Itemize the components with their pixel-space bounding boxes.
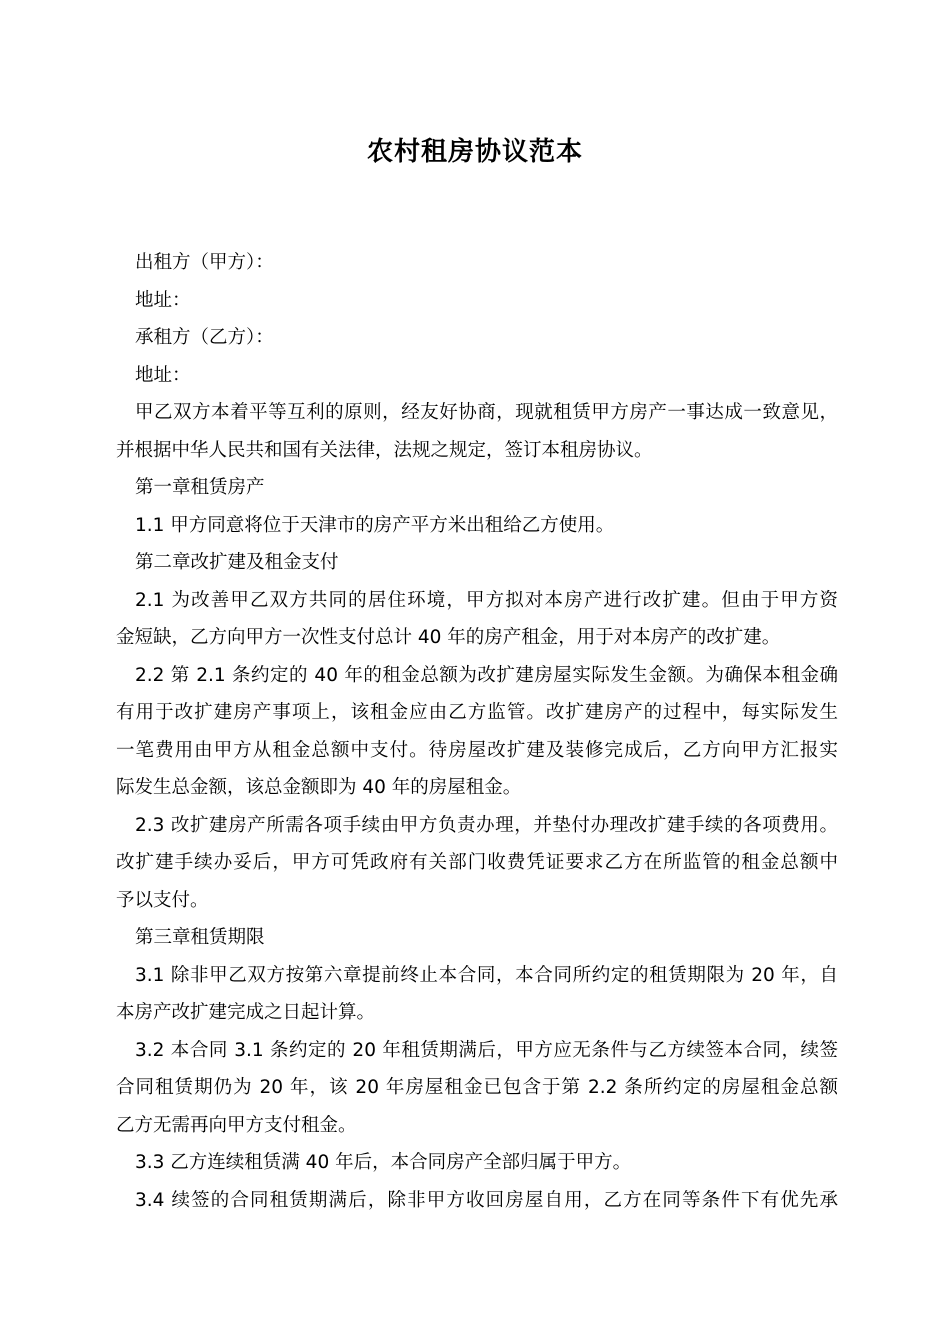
clause-2-1-line-1: 2.1 为改善甲乙双方共同的居住环境，甲方拟对本房产进行改扩建。但由于甲方资 bbox=[135, 589, 838, 611]
clause-2-2-line-4: 际发生总金额，该总金额即为 40 年的房屋租金。 bbox=[116, 777, 522, 798]
clause-2-1-line-2: 金短缺，乙方向甲方一次性支付总计 40 年的房产租金，用于对本房产的改扩建。 bbox=[116, 627, 781, 648]
clause-3-1-line-1: 3.1 除非甲乙双方按第六章提前终止本合同，本合同所约定的租赁期限为 20 年，自 bbox=[135, 964, 838, 986]
clause-2-3-line-1: 2.3 改扩建房产所需各项手续由甲方负责办理，并垫付办理改扩建手续的各项费用。 bbox=[135, 814, 838, 836]
lessee-line: 承租方（乙方）： bbox=[135, 327, 274, 348]
lessor-line: 出租方（甲方）： bbox=[135, 252, 274, 273]
document-body bbox=[116, 244, 838, 1219]
clause-1-1: 1.1 甲方同意将位于天津市的房产平方米出租给乙方使用。 bbox=[135, 514, 615, 536]
clause-3-2-line-3: 乙方无需再向甲方支付租金。 bbox=[116, 1114, 357, 1136]
lessor-address-line: 地址： bbox=[135, 289, 191, 311]
preamble-line-2: 并根据中华人民共和国有关法律，法规之规定，签订本租房协议。 bbox=[116, 439, 653, 461]
clause-3-2-line-2: 合同租赁期仍为 20 年，该 20 年房屋租金已包含于第 2.2 条所约定的房屋租金总额 bbox=[116, 1077, 838, 1098]
clause-2-3-line-2: 改扩建手续办妥后，甲方可凭政府有关部门收费凭证要求乙方在所监管的租金总额中 bbox=[116, 852, 838, 873]
chapter-3-heading: 第三章租赁期限 bbox=[135, 927, 265, 948]
clause-3-4-line-1: 3.4 续签的合同租赁期满后，除非甲方收回房屋自用，乙方在同等条件下有优先承 bbox=[135, 1189, 838, 1211]
clause-2-2-line-1: 2.2 第 2.1 条约定的 40 年的租金总额为改扩建房屋实际发生金额。为确保本租金确 bbox=[135, 664, 838, 686]
preamble-line-1: 甲乙双方本着平等互利的原则，经友好协商，现就租赁甲方房产一事达成一致意见， bbox=[135, 402, 838, 423]
clause-3-1-line-2: 本房产改扩建完成之日起计算。 bbox=[116, 1002, 376, 1023]
chapter-2-heading: 第二章改扩建及租金支付 bbox=[135, 552, 339, 573]
clause-2-2-line-2: 有用于改扩建房产事项上，该租金应由乙方监管。改扩建房产的过程中，每实际发生 bbox=[116, 702, 838, 723]
document-title: 农村租房协议范本 bbox=[366, 137, 583, 167]
chapter-1-heading: 第一章租赁房产 bbox=[135, 477, 265, 498]
clause-2-3-line-3: 予以支付。 bbox=[116, 889, 209, 911]
lessee-address-line: 地址： bbox=[135, 364, 191, 386]
clause-3-3: 3.3 乙方连续租赁满 40 年后，本合同房产全部归属于甲方。 bbox=[135, 1152, 632, 1173]
clause-2-2-line-3: 一笔费用由甲方从租金总额中支付。待房屋改扩建及装修完成后，乙方向甲方汇报实 bbox=[116, 739, 838, 761]
clause-3-2-line-1: 3.2 本合同 3.1 条约定的 20 年租赁期满后，甲方应无条件与乙方续签本合同，续签 bbox=[135, 1039, 838, 1061]
